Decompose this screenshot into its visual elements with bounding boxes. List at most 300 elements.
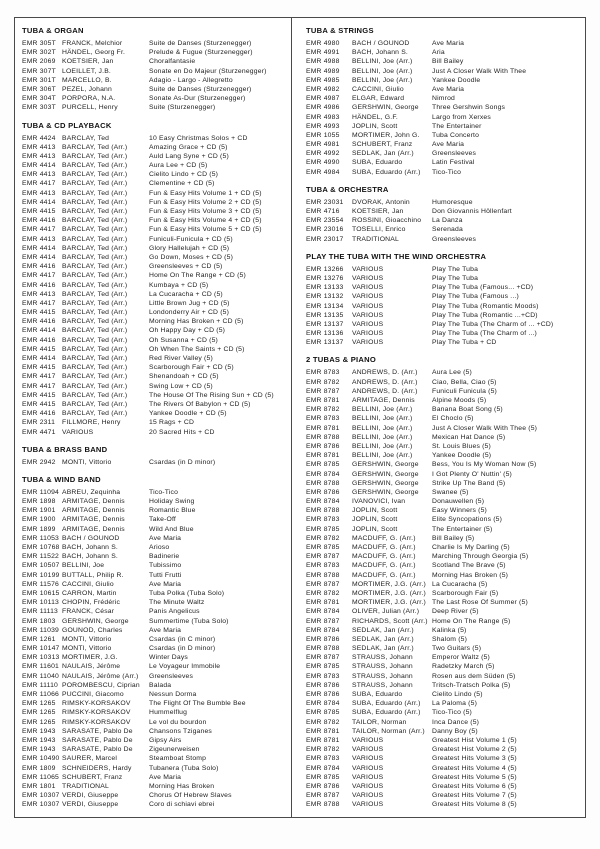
item-title: Fun & Easy Hits Volume 4 + CD (5)	[149, 217, 262, 225]
item-title: Clementine + CD (5)	[149, 180, 215, 188]
section-title: TUBA & CD PLAYBACK	[22, 120, 112, 130]
catalog-row	[306, 433, 582, 442]
catalog-row	[306, 396, 582, 405]
item-title: Suite de Danses (Sturzenegger)	[149, 40, 252, 47]
catalog-row	[306, 225, 582, 234]
item-title: The Minute Waltz	[149, 599, 205, 607]
item-title: The Entertainer (5)	[432, 525, 493, 533]
catalog-row	[22, 225, 288, 234]
section-title: 2 TUBAS & PIANO	[306, 355, 376, 365]
item-composer: BARCLAY, Ted (Arr.)	[62, 253, 128, 261]
item-title: Panis Angelicus	[149, 608, 200, 616]
item-ref: EMR 8787	[306, 792, 340, 800]
catalog-row	[22, 308, 288, 317]
item-ref: EMR 1261	[22, 635, 56, 643]
item-composer: SEDLAK, Jan (Arr.)	[352, 635, 414, 643]
catalog-row	[306, 113, 582, 122]
item-ref: EMR 8785	[306, 461, 340, 469]
item-title: Aria	[432, 49, 445, 57]
catalog-row	[22, 57, 288, 66]
catalog-row	[306, 635, 582, 644]
item-composer: PURCELL, Henry	[62, 104, 118, 112]
catalog-row	[306, 800, 582, 809]
item-title: The Rivers Of Babylon + CD (5)	[149, 400, 251, 408]
item-composer: VARIOUS	[352, 330, 384, 338]
item-ref: EMR 11576	[22, 580, 60, 588]
item-title: Cielito Lindo + CD (5)	[149, 171, 219, 179]
item-ref: EMR 4991	[306, 49, 340, 57]
catalog-row	[306, 470, 582, 479]
item-ref: EMR 8782	[306, 746, 340, 754]
item-composer: BARCLAY, Ted (Arr.)	[62, 162, 128, 170]
item-title: Take-Off	[149, 516, 177, 524]
item-composer: LOEILLET, J.B.	[62, 67, 111, 75]
item-ref: EMR 4413	[22, 235, 56, 243]
catalog-row	[306, 589, 582, 598]
item-ref: EMR 10199	[22, 571, 60, 579]
item-title: Scarborough Fair + CD (5)	[149, 364, 234, 372]
item-ref: EMR 8784	[306, 764, 340, 772]
item-title: Play The Tuba	[432, 265, 479, 273]
item-ref: EMR 8786	[306, 782, 340, 790]
catalog-row	[22, 198, 288, 207]
item-composer: GERSHWIN, George	[352, 470, 419, 478]
catalog-row	[22, 699, 288, 708]
catalog-row	[306, 525, 582, 534]
catalog-row	[22, 580, 288, 589]
catalog-section	[22, 26, 288, 113]
item-ref: EMR 305T	[22, 40, 56, 47]
catalog-row	[22, 253, 288, 262]
item-title: Aura Lee + CD (5)	[149, 162, 208, 170]
item-composer: BARCLAY, Ted (Arr.)	[62, 198, 128, 206]
catalog-row	[306, 708, 582, 717]
catalog-row	[22, 299, 288, 308]
item-ref: EMR 4416	[22, 318, 56, 326]
item-title: Yankee Doodle + CD (5)	[149, 410, 227, 418]
catalog-column-left	[15, 18, 292, 817]
item-ref: EMR 4417	[22, 180, 56, 188]
item-composer: GERSHWIN, George	[352, 488, 419, 496]
catalog-row	[22, 262, 288, 271]
item-ref: EMR 4414	[22, 244, 56, 252]
catalog-row	[22, 179, 288, 188]
item-title: Gipsy Airs	[149, 736, 182, 744]
item-ref: EMR 8787	[306, 654, 340, 662]
item-composer: HÄNDEL, G.F.	[352, 113, 398, 121]
catalog-row	[306, 302, 582, 311]
item-title: La Danza	[432, 217, 463, 225]
item-composer: FILLMORE, Henry	[62, 419, 121, 427]
item-composer: PORPORA, N.A.	[62, 95, 116, 103]
item-title: La Paloma (5)	[432, 700, 478, 708]
item-composer: VARIOUS	[352, 311, 384, 319]
item-composer: FRANCK, Melchior	[62, 40, 123, 47]
item-composer: ABREU, Zequinha	[62, 488, 121, 496]
item-ref: EMR 11039	[22, 626, 60, 634]
item-title: Greensleeves + CD (5)	[149, 263, 223, 271]
item-composer: BARCLAY, Ted (Arr.)	[62, 391, 128, 399]
catalog-row	[306, 791, 582, 800]
item-composer: BARCLAY, Ted (Arr.)	[62, 309, 128, 317]
item-ref: EMR 8784	[306, 498, 340, 506]
item-title: Kalinka (5)	[432, 626, 467, 634]
catalog-row	[306, 782, 582, 791]
catalog-row	[306, 207, 582, 216]
item-composer: ARMITAGE, Dennis	[62, 525, 125, 533]
item-composer: CACCINI, Giulio	[62, 580, 114, 588]
catalog-row	[306, 617, 582, 626]
item-ref: EMR 13132	[306, 293, 344, 301]
item-ref: EMR 13136	[306, 330, 344, 338]
item-title: Suite de Danses (Sturzenegger)	[149, 85, 252, 93]
item-composer: BELLINI, Joe (Arr.)	[352, 442, 413, 450]
catalog-row	[22, 428, 288, 437]
item-composer: SEDLAK, Jan (Arr.)	[352, 150, 414, 158]
item-ref: EMR 1265	[22, 718, 56, 726]
catalog-section	[306, 252, 582, 348]
item-title: Play The Tuba	[432, 274, 479, 282]
item-composer: ANDREWS, D. (Arr.)	[352, 378, 418, 386]
item-composer: RIMSKY-KORSAKOV	[62, 700, 131, 708]
catalog-row	[306, 67, 582, 76]
item-title: Play The Tuba (The Charm of ...)	[432, 330, 537, 338]
item-ref: EMR 8788	[306, 433, 340, 441]
item-ref: EMR 10113	[22, 599, 60, 607]
item-composer: MARCELLO, B.	[62, 76, 112, 84]
item-composer: JOPLIN, Scott	[352, 507, 398, 515]
item-title: Shenandoah + CD (5)	[149, 373, 219, 381]
catalog-row	[22, 326, 288, 335]
item-ref: EMR 4414	[22, 253, 56, 261]
item-title: Scarborough Fair (5)	[432, 589, 499, 597]
catalog-row	[306, 140, 582, 149]
item-ref: EMR 301T	[22, 76, 56, 84]
item-composer: MONTI, Vittorio	[62, 645, 112, 653]
item-ref: EMR 1943	[22, 727, 56, 735]
item-ref: EMR 10490	[22, 755, 60, 763]
item-ref: EMR 1803	[22, 617, 56, 625]
catalog-row	[22, 354, 288, 363]
item-ref: EMR 4415	[22, 400, 56, 408]
item-ref: EMR 23031	[306, 198, 344, 206]
item-title: The Last Rose Of Summer (5)	[432, 599, 528, 607]
item-composer: MACDUFF, G. (Arr.)	[352, 534, 416, 542]
item-ref: EMR 11094	[22, 488, 60, 496]
item-composer: ARMITAGE, Dennis	[62, 498, 125, 506]
item-ref: EMR 13266	[306, 265, 344, 273]
item-ref: EMR 13137	[306, 339, 344, 347]
item-ref: EMR 4415	[22, 208, 56, 215]
item-composer: VARIOUS	[352, 792, 384, 800]
item-ref: EMR 4417	[22, 373, 56, 381]
catalog-row	[306, 368, 582, 377]
item-title: Winter Days	[149, 654, 188, 662]
item-title: Amazing Grace + CD (5)	[149, 143, 228, 151]
item-ref: EMR 1900	[22, 516, 56, 524]
item-composer: SCHUBERT, Franz	[62, 773, 123, 781]
item-title: Greensleeves	[149, 672, 194, 680]
item-ref: EMR 1943	[22, 736, 56, 744]
item-ref: EMR 1265	[22, 709, 56, 717]
item-title: St. Louis Blues (5)	[432, 442, 491, 450]
catalog-row	[22, 764, 288, 773]
item-composer: SARASATE, Pablo De	[62, 727, 133, 735]
catalog-row	[22, 773, 288, 782]
item-ref: EMR 10313	[22, 654, 60, 662]
item-ref: EMR 8785	[306, 709, 340, 717]
item-ref: EMR 4414	[22, 198, 56, 206]
item-composer: SUBA, Eduardo (Arr.)	[352, 168, 421, 176]
item-composer: ARMITAGE, Dennis	[62, 507, 125, 515]
catalog-row	[306, 506, 582, 515]
item-composer: BARCLAY, Ted (Arr.)	[62, 400, 128, 408]
item-composer: BARCLAY, Ted (Arr.)	[62, 355, 128, 362]
item-composer: BUTTALL, Philip R.	[62, 571, 124, 579]
item-title: The Flight Of The Bumble Bee	[149, 700, 246, 708]
item-composer: VARIOUS	[352, 746, 384, 754]
item-composer: NAULAIS, Jérôme (Arr.)	[62, 672, 139, 680]
catalog-row	[306, 424, 582, 433]
item-title: Fun & Easy Hits Volume 1 + CD (5)	[149, 189, 262, 197]
catalog-row	[22, 653, 288, 662]
item-ref: EMR 10615	[22, 589, 60, 597]
item-title: Fun & Easy Hits Volume 5 + CD (5)	[149, 226, 262, 234]
item-ref: EMR 4716	[306, 208, 340, 215]
item-title: Danny Boy (5)	[432, 727, 478, 735]
item-composer: VARIOUS	[352, 782, 384, 790]
item-title: Tubanera (Tuba Solo)	[149, 764, 219, 772]
catalog-row	[306, 515, 582, 524]
item-ref: EMR 8781	[306, 736, 340, 744]
item-composer: SUBA, Eduardo	[352, 691, 403, 698]
item-title: Bess, You Is My Woman Now (5)	[432, 461, 537, 469]
item-title: Cielito Lindo (5)	[432, 691, 483, 698]
item-ref: EMR 4416	[22, 410, 56, 418]
item-title: Two Guitars (5)	[432, 645, 482, 653]
item-title: Humoresque	[432, 198, 473, 206]
item-composer: TRADITIONAL	[62, 782, 109, 790]
item-composer: GERSHWIN, George	[62, 617, 129, 625]
item-ref: EMR 8783	[306, 672, 340, 680]
item-composer: VARIOUS	[352, 284, 384, 292]
item-ref: EMR 303T	[22, 104, 56, 112]
item-ref: EMR 8786	[306, 681, 340, 689]
item-title: Tuba Concerto	[432, 131, 480, 139]
catalog-row	[306, 598, 582, 607]
catalog-row	[306, 580, 582, 589]
item-composer: SUBA, Eduardo	[352, 159, 403, 167]
item-ref: EMR 8785	[306, 773, 340, 781]
item-ref: EMR 13276	[306, 274, 344, 282]
catalog-row	[306, 764, 582, 773]
item-ref: EMR 4981	[306, 141, 340, 149]
item-title: Little Brown Jug + CD (5)	[149, 299, 230, 307]
item-title: Nimrod	[432, 95, 455, 103]
item-title: Don Giovannis Höllenfart	[432, 208, 512, 215]
catalog-row	[22, 271, 288, 280]
item-ref: EMR 4980	[306, 40, 340, 47]
item-composer: MACDUFF, G. (Arr.)	[352, 544, 416, 551]
item-composer: IVANOVICI, Ivan	[352, 498, 406, 506]
section-title: PLAY THE TUBA WITH THE WIND ORCHESTRA	[306, 251, 487, 261]
catalog-row	[306, 552, 582, 561]
catalog-row	[22, 336, 288, 345]
section-title: TUBA & ORGAN	[22, 26, 84, 35]
item-ref: EMR 1809	[22, 764, 56, 772]
catalog-row	[22, 94, 288, 103]
item-title: Prelude & Fugue (Sturzenegger)	[149, 49, 253, 57]
item-ref: EMR 10307	[22, 801, 60, 809]
item-ref: EMR 4471	[22, 428, 56, 436]
item-title: Choralfantasie	[149, 58, 196, 66]
item-composer: ANDREWS, D. (Arr.)	[352, 387, 418, 395]
item-ref: EMR 13133	[306, 284, 344, 292]
item-ref: EMR 2942	[22, 458, 56, 466]
item-composer: BARCLAY, Ted (Arr.)	[62, 189, 128, 197]
catalog-row	[22, 134, 288, 143]
catalog-row	[22, 418, 288, 427]
item-ref: EMR 1265	[22, 700, 56, 708]
item-title: Just A Closer Walk With Thee	[432, 67, 527, 75]
item-ref: EMR 8781	[306, 727, 340, 735]
catalog-row	[306, 672, 582, 681]
item-title: Inca Dance (5)	[432, 718, 480, 726]
catalog-section	[22, 475, 288, 810]
item-title: Play The Tuba (Famous... +CD)	[432, 284, 534, 292]
item-title: Greatest Hits Volume 3 (5)	[432, 755, 517, 763]
catalog-row	[306, 158, 582, 167]
item-ref: EMR 4413	[22, 171, 56, 179]
section-title: TUBA & STRINGS	[306, 26, 374, 35]
catalog-row	[306, 773, 582, 782]
item-ref: EMR 23016	[306, 226, 344, 234]
catalog-row	[22, 672, 288, 681]
catalog-row	[22, 85, 288, 94]
catalog-row	[306, 662, 582, 671]
item-title: Zigeunerweisen	[149, 746, 200, 754]
catalog-row	[22, 372, 288, 381]
item-ref: EMR 11113	[22, 608, 58, 616]
item-ref: EMR 1801	[22, 782, 56, 790]
item-title: Oh When The Saints + CD (5)	[149, 345, 245, 353]
catalog-column-right	[292, 18, 585, 817]
catalog-row	[306, 216, 582, 225]
item-composer: BACH / GOUNOD	[62, 534, 120, 542]
item-ref: EMR 8788	[306, 645, 340, 653]
item-ref: EMR 13135	[306, 311, 344, 319]
item-composer: CACCINI, Giulio	[352, 85, 404, 93]
item-ref: EMR 11601	[22, 663, 60, 671]
item-ref: EMR 8784	[306, 608, 340, 616]
item-ref: EMR 23554	[306, 217, 344, 225]
item-composer: BARCLAY, Ted (Arr.)	[62, 272, 128, 280]
item-title: Fun & Easy Hits Volume 3 + CD (5)	[149, 208, 262, 215]
item-composer: MORTIMER, John G.	[352, 131, 420, 139]
catalog-row	[22, 662, 288, 671]
catalog-row	[306, 131, 582, 140]
item-composer: SEDLAK, Jan (Arr.)	[352, 645, 414, 653]
catalog-row	[306, 653, 582, 662]
item-title: The Entertainer	[432, 122, 482, 130]
item-composer: VARIOUS	[352, 801, 384, 809]
catalog-row	[22, 244, 288, 253]
item-ref: EMR 8787	[306, 617, 340, 625]
catalog-row	[306, 85, 582, 94]
item-composer: BARCLAY, Ted (Arr.)	[62, 318, 128, 326]
catalog-row	[22, 363, 288, 372]
catalog-row	[306, 338, 582, 347]
item-composer: BARCLAY, Ted (Arr.)	[62, 382, 128, 390]
item-composer: MORTIMER, J.G.	[62, 654, 118, 662]
item-title: Serenada	[432, 226, 463, 234]
item-title: Latin Festival	[432, 159, 475, 167]
item-composer: BACH, Johann S.	[62, 544, 118, 551]
item-title: Swing Low + CD (5)	[149, 382, 213, 390]
item-composer: VARIOUS	[352, 274, 384, 282]
item-ref: EMR 1943	[22, 746, 56, 754]
catalog-row	[306, 311, 582, 320]
item-title: Hummelflug	[149, 709, 188, 717]
item-ref: EMR 8788	[306, 801, 340, 809]
catalog-row	[306, 690, 582, 699]
catalog-row	[22, 571, 288, 580]
item-ref: EMR 306T	[22, 85, 56, 93]
item-title: Home On The Range (5)	[432, 617, 511, 625]
item-title: Three Gershwin Songs	[432, 104, 506, 112]
item-ref: EMR 2311	[22, 419, 56, 427]
catalog-section	[306, 355, 582, 809]
item-composer: VARIOUS	[352, 302, 384, 310]
item-composer: GERSHWIN, George	[352, 479, 419, 487]
item-title: Nessun Dorma	[149, 691, 197, 698]
item-composer: MACDUFF, G. (Arr.)	[352, 562, 416, 570]
item-composer: ROSSINI, Gioacchino	[352, 217, 422, 225]
catalog-row	[22, 497, 288, 506]
catalog-row	[22, 736, 288, 745]
item-title: Charlie Is My Darling (5)	[432, 544, 510, 551]
item-title: Greensleeves	[432, 150, 477, 158]
item-title: The House Of The Rising Sun + CD (5)	[149, 391, 274, 399]
item-title: Play The Tuba (Romantic Moods)	[432, 302, 539, 310]
item-composer: JOPLIN, Scott	[352, 516, 398, 524]
item-ref: EMR 8785	[306, 544, 340, 551]
item-title: Tuba Polka (Tuba Solo)	[149, 589, 225, 597]
item-title: Radetzky March (5)	[432, 663, 495, 671]
item-title: Romantic Blue	[149, 507, 196, 515]
item-composer: PEZEL, Johann	[62, 85, 112, 93]
item-ref: EMR 4417	[22, 226, 56, 234]
item-ref: EMR 13134	[306, 302, 344, 310]
item-composer: BACH, Johann S.	[62, 553, 118, 561]
catalog-row	[306, 571, 582, 580]
item-title: Holiday Swing	[149, 498, 195, 506]
item-composer: MONTI, Vittorio	[62, 458, 112, 466]
item-composer: VARIOUS	[352, 755, 384, 763]
item-title: Ave Maria	[149, 534, 182, 542]
item-composer: TRADITIONAL	[352, 235, 399, 243]
item-ref: EMR 4417	[22, 272, 56, 280]
catalog-row	[22, 561, 288, 570]
item-ref: EMR 4415	[22, 391, 56, 399]
section-title: TUBA & BRASS BAND	[22, 444, 108, 454]
item-title: Play The Tuba (Famous ...)	[432, 293, 519, 301]
catalog-row	[306, 745, 582, 754]
item-composer: VARIOUS	[352, 293, 384, 301]
item-ref: EMR 11110	[22, 681, 58, 689]
item-composer: GERSHWIN, George	[352, 104, 419, 112]
catalog-sheet	[14, 17, 586, 818]
